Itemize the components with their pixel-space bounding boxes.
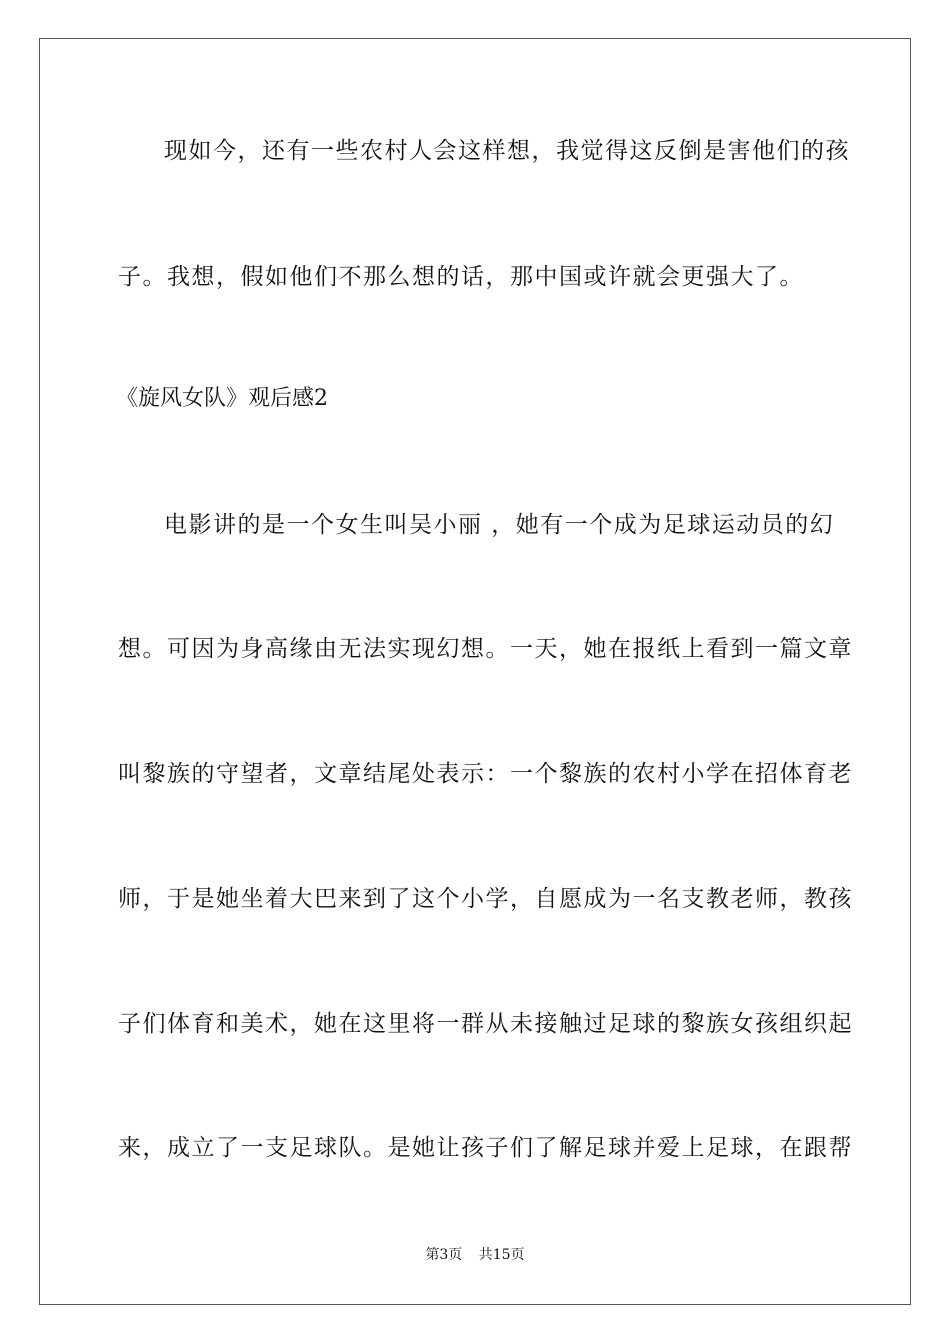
paragraph-1-line-2: 子。我想，假如他们不那么想的话，那中国或许就会更强大了。: [118, 264, 804, 290]
total-pages: 共15页: [478, 1247, 525, 1263]
page-footer: [0, 1245, 950, 1265]
page-border: [39, 38, 911, 1305]
paragraph-2-line-1: 电影讲的是一个女生叫吴小丽 ，她有一个成为足球运动员的幻: [164, 512, 835, 538]
paragraph-2-line-6: 来，成立了一支足球队。是她让孩子们了解足球并爱上足球，在跟帮: [118, 1135, 853, 1161]
paragraph-2-line-4: 师，于是她坐着大巴来到了这个小学，自愿成为一名支教老师，教孩: [118, 886, 853, 912]
page-number: 第3页: [425, 1247, 463, 1263]
paragraph-2-line-2: 想。可因为身高缘由无法实现幻想。一天，她在报纸上看到一篇文章: [118, 636, 853, 662]
section-heading: 《旋风女队》观后感2: [116, 386, 328, 411]
paragraph-2-line-3: 叫黎族的守望者，文章结尾处表示：一个黎族的农村小学在招体育老: [118, 761, 853, 787]
paragraph-2-line-5: 子们体育和美术，她在这里将一群从未接触过足球的黎族女孩组织起: [118, 1011, 853, 1037]
paragraph-1-line-1: 现如今，还有一些农村人会这样想，我觉得这反倒是害他们的孩: [164, 138, 850, 164]
